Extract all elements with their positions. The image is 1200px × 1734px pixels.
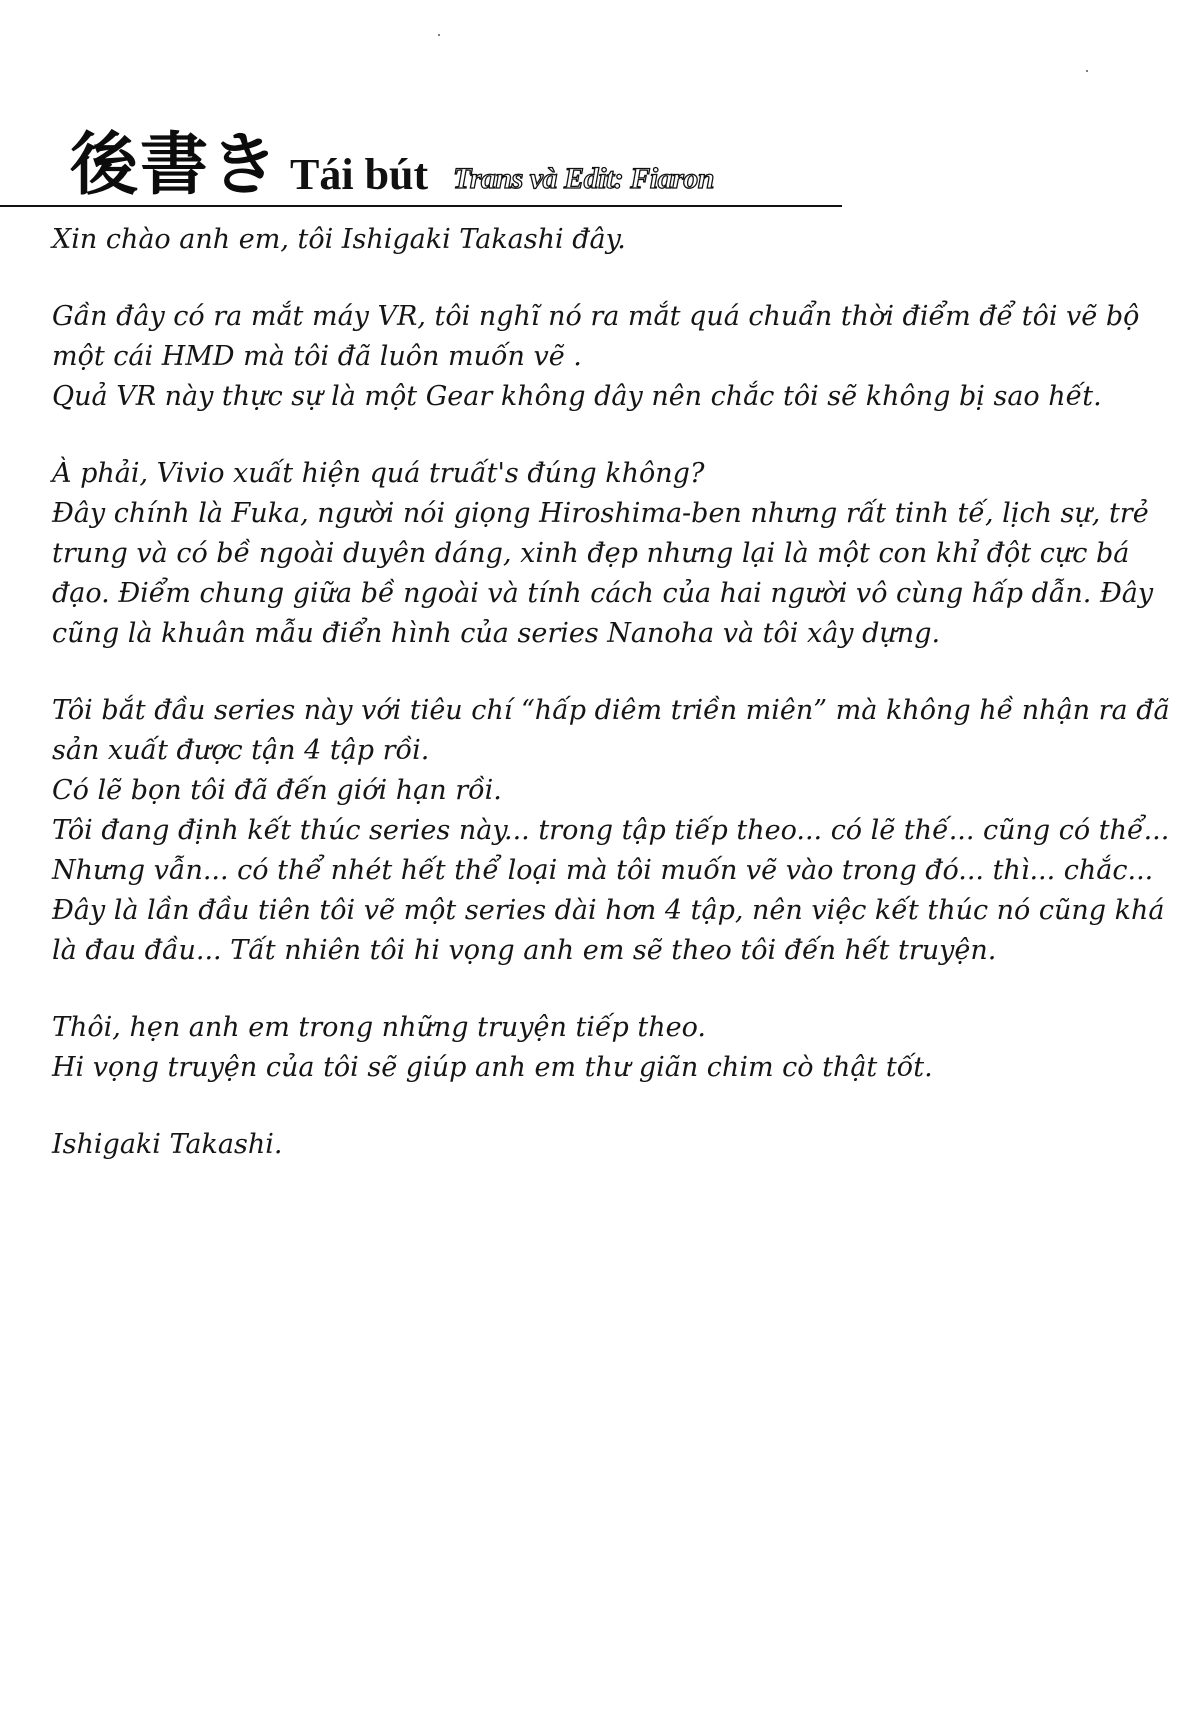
text-line: Nhưng vẫn... có thể nhét hết thể loại mà tôi muốn vẽ vào trong đó... thì... chắc... (52, 855, 1154, 886)
text-line: trung và có bề ngoài duyên dáng, xinh đẹp nhưng lại là một con khỉ đột cực bá (52, 538, 1130, 569)
paragraph-signature (52, 1125, 1162, 1165)
translator-credit: Trans và Edit: Fiaron (453, 162, 714, 195)
author-signature: Ishigaki Takashi. (52, 1129, 283, 1160)
header-divider (0, 205, 842, 207)
scan-speck (1086, 70, 1088, 72)
text-line: Gần đây có ra mắt máy VR, tôi nghĩ nó ra mắt quá chuẩn thời điểm để tôi vẽ bộ (52, 301, 1140, 332)
text-line: một cái HMD mà tôi đã luôn muốn vẽ . (52, 341, 582, 372)
kanji-title: 後書き (70, 125, 281, 205)
text-line: Tôi bắt đầu series này với tiêu chí “hấp diêm triền miên” mà không hề nhận ra đã (52, 695, 1170, 726)
afterword-body (52, 220, 1170, 1165)
text-line: Tôi đang định kết thúc series này... trong tập tiếp theo... có lẽ thế... cũng có thể... (52, 815, 1170, 846)
text-line: Có lẽ bọn tôi đã đến giới hạn rồi. (52, 775, 502, 806)
vietnamese-title: Tái bút (290, 150, 429, 199)
paragraph-characters (52, 454, 1162, 654)
scan-speck (438, 34, 440, 36)
text-line: Đây chính là Fuka, người nói giọng Hiroshima-ben nhưng rất tinh tế, lịch sự, trẻ (52, 498, 1149, 529)
text-line: sản xuất được tận 4 tập rồi. (52, 735, 430, 766)
text-line: Xin chào anh em, tôi Ishigaki Takashi đây. (52, 224, 626, 255)
text-line: Đây là lần đầu tiên tôi vẽ một series dài hơn 4 tập, nên việc kết thúc nó cũng khá (52, 895, 1165, 926)
paragraph-farewell (52, 1008, 1162, 1088)
text-line: À phải, Vivio xuất hiện quá truất's đúng không? (52, 458, 705, 489)
paragraph-series (52, 691, 1170, 971)
text-line: Quả VR này thực sự là một Gear không dây nên chắc tôi sẽ không bị sao hết. (52, 381, 1102, 412)
text-line: cũng là khuân mẫu điển hình của series Nanoha và tôi xây dựng. (52, 618, 941, 649)
text-line: đạo. Điểm chung giữa bề ngoài và tính cách của hai người vô cùng hấp dẫn. Đây (52, 578, 1154, 609)
text-line: Thôi, hẹn anh em trong những truyện tiếp theo. (52, 1012, 706, 1043)
paragraph-greeting (52, 220, 1162, 260)
text-line: là đau đầu... Tất nhiên tôi hi vọng anh em sẽ theo tôi đến hết truyện. (52, 935, 997, 966)
paragraph-vr (52, 297, 1162, 417)
text-line: Hi vọng truyện của tôi sẽ giúp anh em thư giãn chim cò thật tốt. (52, 1052, 933, 1083)
